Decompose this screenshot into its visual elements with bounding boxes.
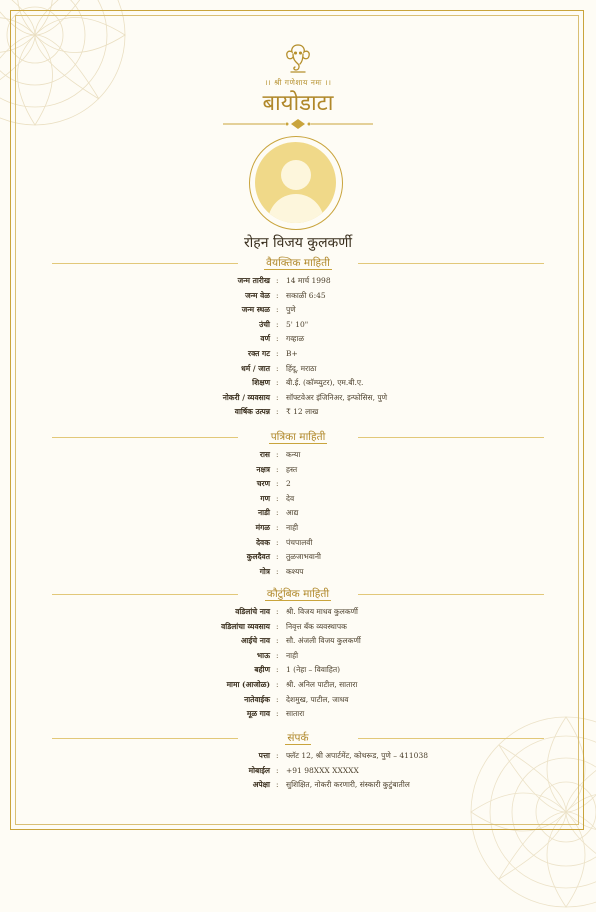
info-label: पत्ता (258, 751, 270, 760)
section-title (52, 430, 544, 444)
info-label: नक्षत्र (256, 464, 270, 474)
title-divider-ornament (223, 119, 373, 129)
info-value: गव्हाळ (286, 334, 305, 344)
info-label: वडिलांचा व्यवसाय (221, 621, 270, 631)
info-separator: : (276, 537, 279, 547)
info-row (0, 477, 596, 491)
info-value: सौ. अंजली विजय कुलकर्णी (286, 636, 361, 646)
section-heading (52, 430, 544, 444)
info-separator: : (276, 523, 279, 532)
info-row (0, 634, 596, 648)
info-value: आद्य (286, 508, 299, 518)
info-row (0, 605, 596, 619)
info-separator: : (276, 450, 279, 459)
info-row (0, 362, 596, 376)
info-label: धर्म / जात (241, 363, 270, 373)
info-separator: : (276, 363, 279, 373)
info-row (0, 318, 596, 332)
info-value: बी.ई. (कॉम्प्युटर), एम.बी.ए. (286, 378, 364, 388)
info-row (0, 620, 596, 634)
info-label: बहीण (254, 665, 270, 675)
person-name: रोहन विजय कुलकर्णी (243, 235, 353, 251)
avatar-placeholder-icon (255, 142, 336, 223)
section-title-text: कौटुंबिक माहिती (266, 588, 330, 600)
info-label: मामा (आजोळ) (226, 680, 270, 689)
info-label: रक्त गट (248, 349, 270, 358)
info-separator: : (276, 493, 279, 503)
info-value: 14 मार्च 1998 (286, 276, 331, 285)
info-value: पुणे (286, 305, 296, 315)
info-separator: : (276, 305, 279, 315)
info-row (0, 376, 596, 390)
info-row (0, 347, 596, 361)
info-value: 2 (286, 479, 291, 489)
info-row (0, 332, 596, 346)
info-row (0, 506, 596, 520)
section-heading (52, 731, 544, 745)
info-row (0, 303, 596, 317)
info-label: देवक (256, 537, 270, 547)
info-row (0, 707, 596, 721)
info-label: चरण (256, 479, 270, 489)
info-separator: : (276, 780, 279, 790)
info-label: जन्म तारीख (237, 276, 270, 285)
info-value: पंचपालवी (286, 537, 313, 547)
profile-photo-frame (249, 136, 343, 230)
info-label: भाऊ (256, 650, 270, 660)
info-separator: : (276, 709, 279, 719)
header (0, 42, 596, 129)
info-value: +91 98XXX XXXXX (286, 765, 359, 775)
section-title-text: संपर्क (287, 732, 309, 744)
info-value: नाही (286, 523, 299, 532)
info-value: 1 (नेहा – विवाहित) (286, 665, 341, 675)
avatar-body-shape (268, 194, 324, 223)
info-separator: : (276, 508, 279, 518)
section-heading (52, 587, 544, 601)
info-row (0, 678, 596, 692)
info-value: ₹ 12 लाख (286, 407, 319, 417)
info-label: वार्षिक उत्पन्न (234, 407, 270, 417)
info-row (0, 521, 596, 535)
info-label: मोबाईल (248, 765, 270, 775)
section-title (52, 731, 544, 745)
info-separator: : (276, 680, 279, 689)
avatar-head-shape (281, 160, 311, 190)
info-value: कश्यप (286, 566, 304, 576)
info-row (0, 448, 596, 462)
info-label: वर्ण (260, 334, 270, 344)
ganesh-icon (283, 42, 313, 74)
info-value: हिंदू, मराठा (286, 363, 317, 373)
info-separator: : (276, 276, 279, 285)
info-row (0, 764, 596, 778)
info-separator: : (276, 407, 279, 417)
info-row (0, 492, 596, 506)
section-title (52, 256, 544, 270)
info-separator: : (276, 751, 279, 760)
info-separator: : (276, 650, 279, 660)
info-label: मंगळ (255, 523, 270, 532)
info-label: रास (259, 450, 270, 459)
info-value: निवृत्त बँक व्यवस्थापक (286, 621, 347, 631)
info-label: जन्म वेळ (245, 290, 270, 300)
info-row (0, 693, 596, 707)
info-label: आईचे नाव (241, 636, 270, 646)
info-value: देव (286, 493, 295, 503)
info-separator: : (276, 607, 279, 616)
info-value: B+ (286, 349, 298, 358)
info-separator: : (276, 479, 279, 489)
info-row (0, 463, 596, 477)
info-value: श्री. अनिल पाटील, सातारा (286, 680, 358, 689)
page-title: बायोडाटा (262, 91, 334, 116)
info-value: देशमुख, पाटील, जाधव (286, 694, 349, 704)
invocation-text: ।। श्री गणेशाय नमः ।। (264, 78, 332, 87)
info-label: वडिलांचे नाव (235, 607, 270, 616)
info-separator: : (276, 566, 279, 576)
info-label: अपेक्षा (252, 780, 270, 790)
info-separator: : (276, 464, 279, 474)
info-value: सकाळी 6:45 (286, 290, 326, 300)
info-row (0, 649, 596, 663)
info-row (0, 550, 596, 564)
info-separator: : (276, 392, 279, 402)
section-title (52, 587, 544, 601)
info-value: फ्लॅट 12, श्री अपार्टमेंट, कोथरूड, पुणे – 411038 (286, 751, 428, 760)
info-separator: : (276, 290, 279, 300)
info-row (0, 391, 596, 405)
info-value: श्री. विजय माधव कुलकर्णी (286, 607, 358, 616)
info-value: हस्त (286, 464, 298, 474)
info-value: सातारा (286, 709, 305, 719)
info-row (0, 274, 596, 288)
info-separator: : (276, 694, 279, 704)
info-value: 5' 10" (286, 319, 309, 329)
info-row (0, 663, 596, 677)
info-row (0, 289, 596, 303)
info-label: मूळ गाव (246, 709, 270, 719)
info-separator: : (276, 765, 279, 775)
info-separator: : (276, 334, 279, 344)
info-row (0, 749, 596, 763)
info-row (0, 536, 596, 550)
info-label: नोकरी / व्यवसाय (222, 392, 270, 402)
info-label: नातेवाईक (244, 694, 270, 704)
info-row (0, 778, 596, 792)
info-label: उंची (259, 319, 270, 329)
section-title-text: वैयक्तिक माहिती (266, 257, 330, 269)
info-value: कन्या (286, 450, 301, 459)
info-value: सॉफ्टवेअर इंजिनिअर, इन्फोसिस, पुणे (286, 392, 388, 402)
info-separator: : (276, 552, 279, 562)
info-label: गोत्र (259, 566, 270, 576)
info-separator: : (276, 319, 279, 329)
info-separator: : (276, 349, 279, 358)
info-label: नाडी (257, 508, 270, 518)
info-separator: : (276, 621, 279, 631)
info-label: गण (260, 493, 270, 503)
info-value: तुळजाभवानी (286, 552, 321, 562)
info-value: सुशिक्षित, नोकरी करणारी, संस्कारी कुटुंबातील (286, 780, 410, 790)
info-label: शिक्षण (252, 378, 270, 388)
info-separator: : (276, 665, 279, 675)
info-label: कुलदैवत (246, 552, 270, 562)
section-title-text: पत्रिका माहिती (270, 431, 326, 443)
info-label: जन्म स्थळ (241, 305, 270, 315)
info-separator: : (276, 378, 279, 388)
section-heading (52, 256, 544, 270)
info-value: नाही (286, 650, 299, 660)
info-separator: : (276, 636, 279, 646)
info-row (0, 405, 596, 419)
info-row (0, 565, 596, 579)
